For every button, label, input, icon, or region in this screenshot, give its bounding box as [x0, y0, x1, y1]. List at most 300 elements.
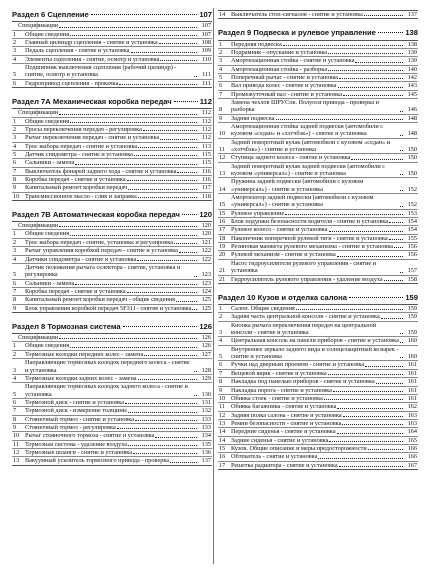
entry-number: 9: [13, 304, 17, 312]
entry-number: 6: [219, 361, 223, 369]
entry-number: 5: [13, 150, 17, 158]
entry-page: 128: [201, 366, 211, 374]
leader-dots: [137, 260, 197, 261]
toc-entry: [12, 118, 212, 126]
leader-dots: [170, 462, 197, 463]
entry-number: 9: [13, 423, 17, 431]
entry-text-wrap: [25, 407, 198, 414]
toc-entry: [218, 260, 418, 276]
entry-text-wrap: [231, 41, 404, 48]
entry-page: 131: [201, 398, 211, 406]
entry-text-wrap: [25, 424, 198, 431]
entry-title: Задние сиденья - снятие и установка: [231, 436, 329, 444]
entry-title: Подшипник выключения сцепления (рабочий цилиндр) - снятие, осмотр и установка: [25, 63, 177, 79]
entry-page: 123: [201, 279, 211, 287]
entry-text-wrap: [25, 64, 198, 79]
entry-page: 124: [201, 287, 211, 295]
section-name: Автоматическая коробка передач: [52, 209, 180, 219]
section-number: Раздел 10: [218, 292, 256, 302]
toc-section: [12, 10, 212, 88]
entry-text-wrap: [25, 383, 198, 398]
entry-number: 19: [219, 243, 226, 251]
entry-page: 161: [407, 394, 417, 402]
entry-title: Амортизационная стойка - разборка: [231, 65, 327, 73]
entry-text-wrap: [25, 31, 198, 38]
entry-number: 4: [13, 255, 17, 263]
leader-dots: [177, 172, 197, 173]
entry-page: 143: [407, 82, 417, 90]
toc-entry: [12, 126, 212, 134]
entry-number: 15: [219, 209, 226, 217]
leader-dots: [155, 437, 197, 438]
toc-entry: [218, 453, 418, 461]
entry-title: Капитальный ремонт коробки передач: [25, 184, 128, 192]
entry-page: 127: [201, 350, 211, 358]
entry-page: 120: [201, 230, 211, 238]
entry-title: Передние сиденья - снятие и установка: [231, 428, 336, 436]
entry-text-wrap: [18, 22, 198, 29]
entry-number: 6: [13, 398, 17, 406]
entry-title: Рулевой механизм - снятие и установка: [231, 251, 336, 259]
leader-dots: [119, 84, 197, 85]
entry-text-wrap: [25, 305, 198, 312]
toc-right-column: [218, 10, 418, 479]
entry-number: 11: [219, 146, 226, 154]
entry-text-wrap: [25, 441, 198, 448]
entry-text-wrap: [231, 49, 404, 56]
entry-number: 1: [13, 230, 17, 238]
toc-entry: [12, 296, 212, 304]
toc-entry: [12, 280, 212, 288]
entry-page: 157: [407, 267, 417, 275]
leader-dots: [343, 416, 403, 417]
entry-title: Вакуумный усилитель тормозного привода - проверка: [25, 457, 170, 465]
leader-dots: [351, 159, 403, 160]
entry-number: 1: [219, 305, 223, 313]
entry-list: [218, 10, 418, 19]
section-heading: [218, 293, 418, 302]
entry-page: 108: [201, 38, 211, 46]
leader-dots: [138, 147, 197, 148]
entry-page: 111: [202, 71, 211, 79]
entry-page: 159: [407, 329, 417, 337]
entry-page: 163: [407, 411, 417, 419]
leader-dots: [381, 318, 403, 319]
entry-number: 3: [219, 329, 223, 337]
leader-dots: [318, 458, 403, 459]
entry-text-wrap: [25, 256, 198, 263]
toc-entry: [12, 256, 212, 264]
entry-title: Сальники - замена: [25, 279, 75, 287]
entry-title: Амортизационная стойка задней подвески (автомобили с кузовом «седан» и «хэтчбэк») - снятие и установка: [231, 122, 384, 138]
entry-page: 152: [407, 201, 417, 209]
toc-entry: [218, 178, 418, 194]
entry-text-wrap: [231, 163, 404, 178]
toc-entry: [12, 359, 212, 375]
entry-number: 15: [219, 201, 226, 209]
entry-title: Выключатель фонарей заднего хода - снятие и установка: [25, 167, 177, 175]
entry-text-wrap: [25, 342, 198, 349]
entry-page: 112: [201, 134, 211, 142]
entry-text-wrap: [231, 235, 404, 242]
section-number: Раздел 7В: [12, 209, 51, 219]
toc-entry: [12, 39, 212, 47]
entry-list: [12, 108, 212, 201]
entry-page: 140: [407, 65, 417, 73]
toc-entry: [12, 168, 212, 176]
entry-text-wrap: [231, 445, 404, 452]
section-page: 112: [199, 96, 212, 106]
entry-title: Тормозная система - удаление воздуха: [25, 440, 128, 448]
leader-dots: [179, 252, 197, 253]
leader-dots: [337, 433, 403, 434]
leader-dots: [174, 243, 197, 244]
entry-title: Поперечный рычаг - снятие и установка: [231, 73, 339, 81]
entry-title: Ремни безопасности - снятие и установка: [231, 419, 342, 427]
entry-title: Амортизационная стойка - снятие и установка: [231, 57, 355, 65]
section-title: [218, 293, 347, 302]
entry-title: Накладка порога - снятие и установка: [231, 386, 332, 394]
entry-text-wrap: [25, 230, 198, 237]
toc-entry: [12, 399, 212, 407]
entry-text-wrap: [25, 264, 198, 279]
toc-section: [218, 28, 418, 284]
entry-text-wrap: [231, 218, 404, 225]
entry-number: 5: [219, 353, 223, 361]
section-page: 138: [405, 28, 418, 38]
entry-page: 154: [407, 218, 417, 226]
entry-number: 12: [13, 448, 20, 456]
entry-title: Кузов. Общие описание и меры предосторожности: [231, 444, 367, 452]
entry-number: 11: [219, 403, 226, 411]
toc-section: [12, 210, 212, 313]
leader-dots: [127, 180, 197, 181]
entry-text-wrap: [231, 387, 404, 394]
entry-list: [12, 21, 212, 88]
entry-text-wrap: [18, 109, 198, 116]
entry-page: 110: [201, 55, 211, 63]
entry-text-wrap: [25, 375, 198, 382]
leader-dots: [343, 95, 403, 96]
entry-number: 20: [219, 251, 226, 259]
entry-text-wrap: [231, 403, 404, 410]
entry-title: Задняя часть центральной консоли - снятие и установка: [231, 313, 380, 321]
entry-title: Подрамник - опускание и установка: [231, 48, 328, 56]
leader-dots: [285, 214, 403, 215]
entry-title: Выключатель стоп-сигналов - снятие и установка: [231, 11, 363, 18]
leader-dots: [283, 45, 403, 46]
entry-number: 21: [219, 275, 226, 283]
leader-dots: [128, 189, 197, 190]
entry-text-wrap: [25, 193, 198, 200]
entry-title: Трос выбора передач - снятие, установка и регулировка: [25, 238, 173, 246]
entry-title: Накладка под панелью приборов - снятие и установка: [231, 378, 375, 386]
entry-title: Промежуточный вал - снятие и установка: [231, 90, 342, 98]
entry-text-wrap: [25, 56, 198, 63]
toc-entry: [12, 239, 212, 247]
entry-text-wrap: [231, 243, 404, 250]
toc-entry: [218, 226, 418, 234]
entry-page: 156: [407, 251, 417, 259]
entry-text-wrap: [25, 359, 198, 374]
entry-page: 125: [201, 304, 211, 312]
entry-number: 21: [219, 267, 226, 275]
toc-entry: [12, 416, 212, 424]
entry-number: 7: [13, 167, 17, 175]
entry-number: 9: [13, 184, 17, 192]
entry-title: Элементы сцепления - снятие, осмотр и установка: [25, 55, 160, 63]
entry-title: Тормозные колодки передних колес - замена: [25, 350, 144, 358]
entry-title: Амортизатор задней подвески (автомобили с кузовом «универсал») - снятие и установка: [231, 194, 374, 209]
entry-page: 120: [201, 222, 211, 230]
section-name: Механическая коробка передач: [52, 96, 172, 106]
entry-number: 14: [219, 428, 226, 436]
toc-entry: [12, 334, 212, 342]
entry-number: 5: [13, 390, 17, 398]
entry-title: Блок управления коробкой передач 5F31J - снятие и установка: [25, 304, 192, 312]
entry-page: 142: [407, 73, 417, 81]
leader-dots: [160, 139, 197, 140]
toc-entry: [218, 194, 418, 210]
entry-number: 12: [219, 154, 226, 162]
entry-page: 164: [407, 428, 417, 436]
entry-title: Салон. Общие сведения: [231, 305, 295, 313]
entry-title: Спецификации: [18, 222, 59, 230]
leader-dots: [378, 32, 403, 33]
section-heading: [12, 322, 212, 331]
toc-entry: [218, 387, 418, 395]
entry-text-wrap: [18, 334, 198, 341]
entry-page: 109: [201, 47, 211, 55]
entry-title: Тормозные шланги - снятие и установка: [25, 448, 133, 456]
entry-title: Коробка передач - снятие и установка: [25, 287, 126, 295]
entry-page: 121: [201, 238, 211, 246]
leader-dots: [400, 150, 403, 151]
leader-dots: [355, 62, 403, 63]
entry-page: 139: [407, 57, 417, 65]
entry-number: 3: [219, 57, 223, 65]
entry-page: 134: [201, 432, 211, 440]
entry-title: Вал привода колес - снятие и установка: [231, 82, 337, 90]
entry-text-wrap: [231, 74, 404, 81]
entry-title: Направляющие тормозных колодок заднего колеса - снятие и установка: [25, 383, 188, 398]
entry-number: 1: [13, 117, 17, 125]
entry-text-wrap: [25, 449, 198, 456]
entry-title: Пружина задней подвески (автомобили с кузовом «универсал») - снятие и установка: [231, 178, 364, 193]
entry-title: Центральная консоль на панели приборов - снятие и установка: [231, 337, 399, 345]
entry-page: 115: [201, 150, 211, 158]
entry-title: Передняя подвеска: [231, 40, 282, 48]
entry-title: Задняя полка салона - снятие и установка: [231, 411, 342, 419]
entry-text-wrap: [231, 313, 404, 320]
entry-page: 156: [407, 243, 417, 251]
entry-title: Спецификации: [18, 22, 59, 30]
entry-page: 112: [201, 109, 211, 117]
entry-title: Кнопка рычага переключения передач на центральной консоли - снятие и установка: [231, 321, 377, 337]
entry-text-wrap: [25, 432, 198, 439]
entry-text-wrap: [25, 134, 198, 141]
toc-entry: [218, 403, 418, 411]
entry-title: Сальники - замена: [25, 159, 75, 167]
entry-page: 125: [201, 296, 211, 304]
entry-title: Задний поворотный кулак (автомобили с кузовом «седан» и «хэтчбэк») - снятие и установка: [231, 138, 391, 154]
leader-dots: [333, 391, 403, 392]
entry-page: 161: [407, 386, 417, 394]
leader-dots: [127, 292, 197, 293]
leader-dots: [324, 399, 403, 400]
toc-entry: [218, 115, 418, 123]
leader-dots: [59, 226, 197, 227]
toc-entry: [218, 305, 418, 313]
entry-page: 132: [201, 407, 211, 415]
entry-page: 137: [201, 457, 211, 465]
leader-dots: [329, 231, 403, 232]
section-heading: [12, 210, 212, 219]
leader-dots: [123, 326, 198, 327]
entry-title: Датчик спидометра - снятие и установка: [25, 150, 133, 158]
toc-entry: [218, 322, 418, 338]
leader-dots: [144, 355, 197, 356]
entry-number: 9: [219, 114, 223, 122]
entry-text-wrap: [231, 305, 404, 312]
section-heading: [218, 28, 418, 37]
toc-entry: [12, 22, 212, 30]
entry-number: 11: [13, 440, 20, 448]
entry-title: Общие сведения: [25, 117, 70, 125]
toc-section: [12, 322, 212, 466]
leader-dots: [134, 155, 197, 156]
entry-number: 3: [13, 366, 17, 374]
leader-dots: [349, 297, 403, 298]
toc-section: [218, 10, 418, 19]
toc-entry: [218, 139, 418, 155]
leader-dots: [135, 420, 197, 421]
entry-text-wrap: [25, 399, 198, 406]
section-name: Тормозная система: [47, 321, 121, 331]
leader-dots: [138, 197, 197, 198]
entry-text-wrap: [18, 222, 198, 229]
section-title: [12, 10, 89, 19]
leader-dots: [384, 280, 403, 281]
entry-number: 2: [219, 313, 223, 321]
leader-dots: [342, 424, 403, 425]
entry-number: 2: [13, 125, 17, 133]
leader-dots: [70, 235, 197, 236]
toc-entry: [12, 351, 212, 359]
entry-page: 158: [407, 275, 417, 283]
leader-dots: [131, 52, 197, 53]
entry-title: Решетка радиатора - снятие и установка: [231, 461, 338, 469]
section-page: 126: [199, 321, 212, 331]
entry-page: 146: [407, 106, 417, 114]
entry-page: 167: [407, 461, 417, 469]
leader-dots: [276, 119, 403, 120]
entry-title: Капитальный ремонт коробки передач - общие сведения: [25, 296, 176, 304]
entry-text-wrap: [231, 322, 404, 337]
toc-section: [12, 97, 212, 201]
entry-number: 13: [219, 170, 226, 178]
entry-number: 5: [13, 71, 17, 79]
toc-entry: [12, 151, 212, 159]
entry-title: Рулевое колесо - снятие и установка: [231, 226, 328, 234]
section-heading: [12, 97, 212, 106]
entry-title: Замена чехлов ШРУСов. Полуоси привода - проверка и разборка: [231, 98, 379, 114]
entry-number: 8: [219, 378, 223, 386]
entry-page: 148: [407, 130, 417, 138]
toc-entry: [12, 449, 212, 457]
toc-entry: [12, 407, 212, 415]
toc-section: [218, 293, 418, 470]
entry-page: 137: [407, 11, 417, 18]
entry-page: 161: [407, 361, 417, 369]
entry-page: 133: [201, 415, 211, 423]
entry-text-wrap: [231, 139, 404, 154]
entry-number: 18: [219, 234, 226, 242]
entry-number: 10: [13, 432, 20, 440]
leader-dots: [338, 87, 403, 88]
entry-number: 8: [13, 415, 17, 423]
toc-entry: [218, 99, 418, 115]
entry-list: [12, 221, 212, 313]
leader-dots: [194, 395, 197, 396]
leader-dots: [70, 35, 197, 36]
entry-text-wrap: [25, 159, 198, 166]
toc-entry: [218, 370, 418, 378]
toc-entry: [218, 11, 418, 18]
toc-entry: [12, 247, 212, 255]
toc-entry: [218, 412, 418, 420]
entry-text-wrap: [231, 99, 404, 114]
toc-entry: [218, 378, 418, 386]
leader-dots: [339, 78, 403, 79]
toc-entry: [218, 313, 418, 321]
leader-dots: [364, 15, 403, 16]
leader-dots: [91, 14, 198, 15]
entry-text-wrap: [231, 178, 404, 193]
toc-entry: [12, 383, 212, 399]
entry-title: Тросы переключения передач - регулировка: [25, 125, 142, 133]
entry-title: Резиновая манжета рулевого механизма - снятие и установка: [231, 243, 394, 251]
entry-title: Общие сведения: [25, 30, 70, 38]
entry-number: 16: [219, 218, 226, 226]
entry-title: Тормозной диск - снятие и установка: [25, 398, 124, 406]
entry-page: 112: [201, 125, 211, 133]
section-name: Кузов и отделка салона: [257, 292, 347, 302]
leader-dots: [328, 53, 403, 54]
leader-dots: [400, 333, 403, 334]
entry-title: Главный цилиндр сцепления - снятие и установка: [25, 38, 158, 46]
toc-entry: [218, 66, 418, 74]
entry-page: 155: [407, 234, 417, 242]
entry-page: 153: [407, 209, 417, 217]
leader-dots: [400, 135, 403, 136]
entry-number: 8: [13, 175, 17, 183]
entry-list: [218, 40, 418, 284]
entry-number: 16: [219, 453, 226, 461]
entry-page: 135: [201, 440, 211, 448]
entry-text-wrap: [25, 151, 198, 158]
leader-dots: [328, 374, 403, 375]
section-title: [12, 322, 121, 331]
entry-text-wrap: [231, 453, 404, 460]
entry-title: Обивка стоек - снятие и установка: [231, 394, 323, 402]
toc-entry: [12, 31, 212, 39]
entry-number: 6: [13, 79, 17, 87]
toc-entry: [218, 49, 418, 57]
entry-text-wrap: [25, 168, 198, 175]
entry-title: Спецификации: [18, 109, 59, 117]
entry-number: 8: [13, 296, 17, 304]
